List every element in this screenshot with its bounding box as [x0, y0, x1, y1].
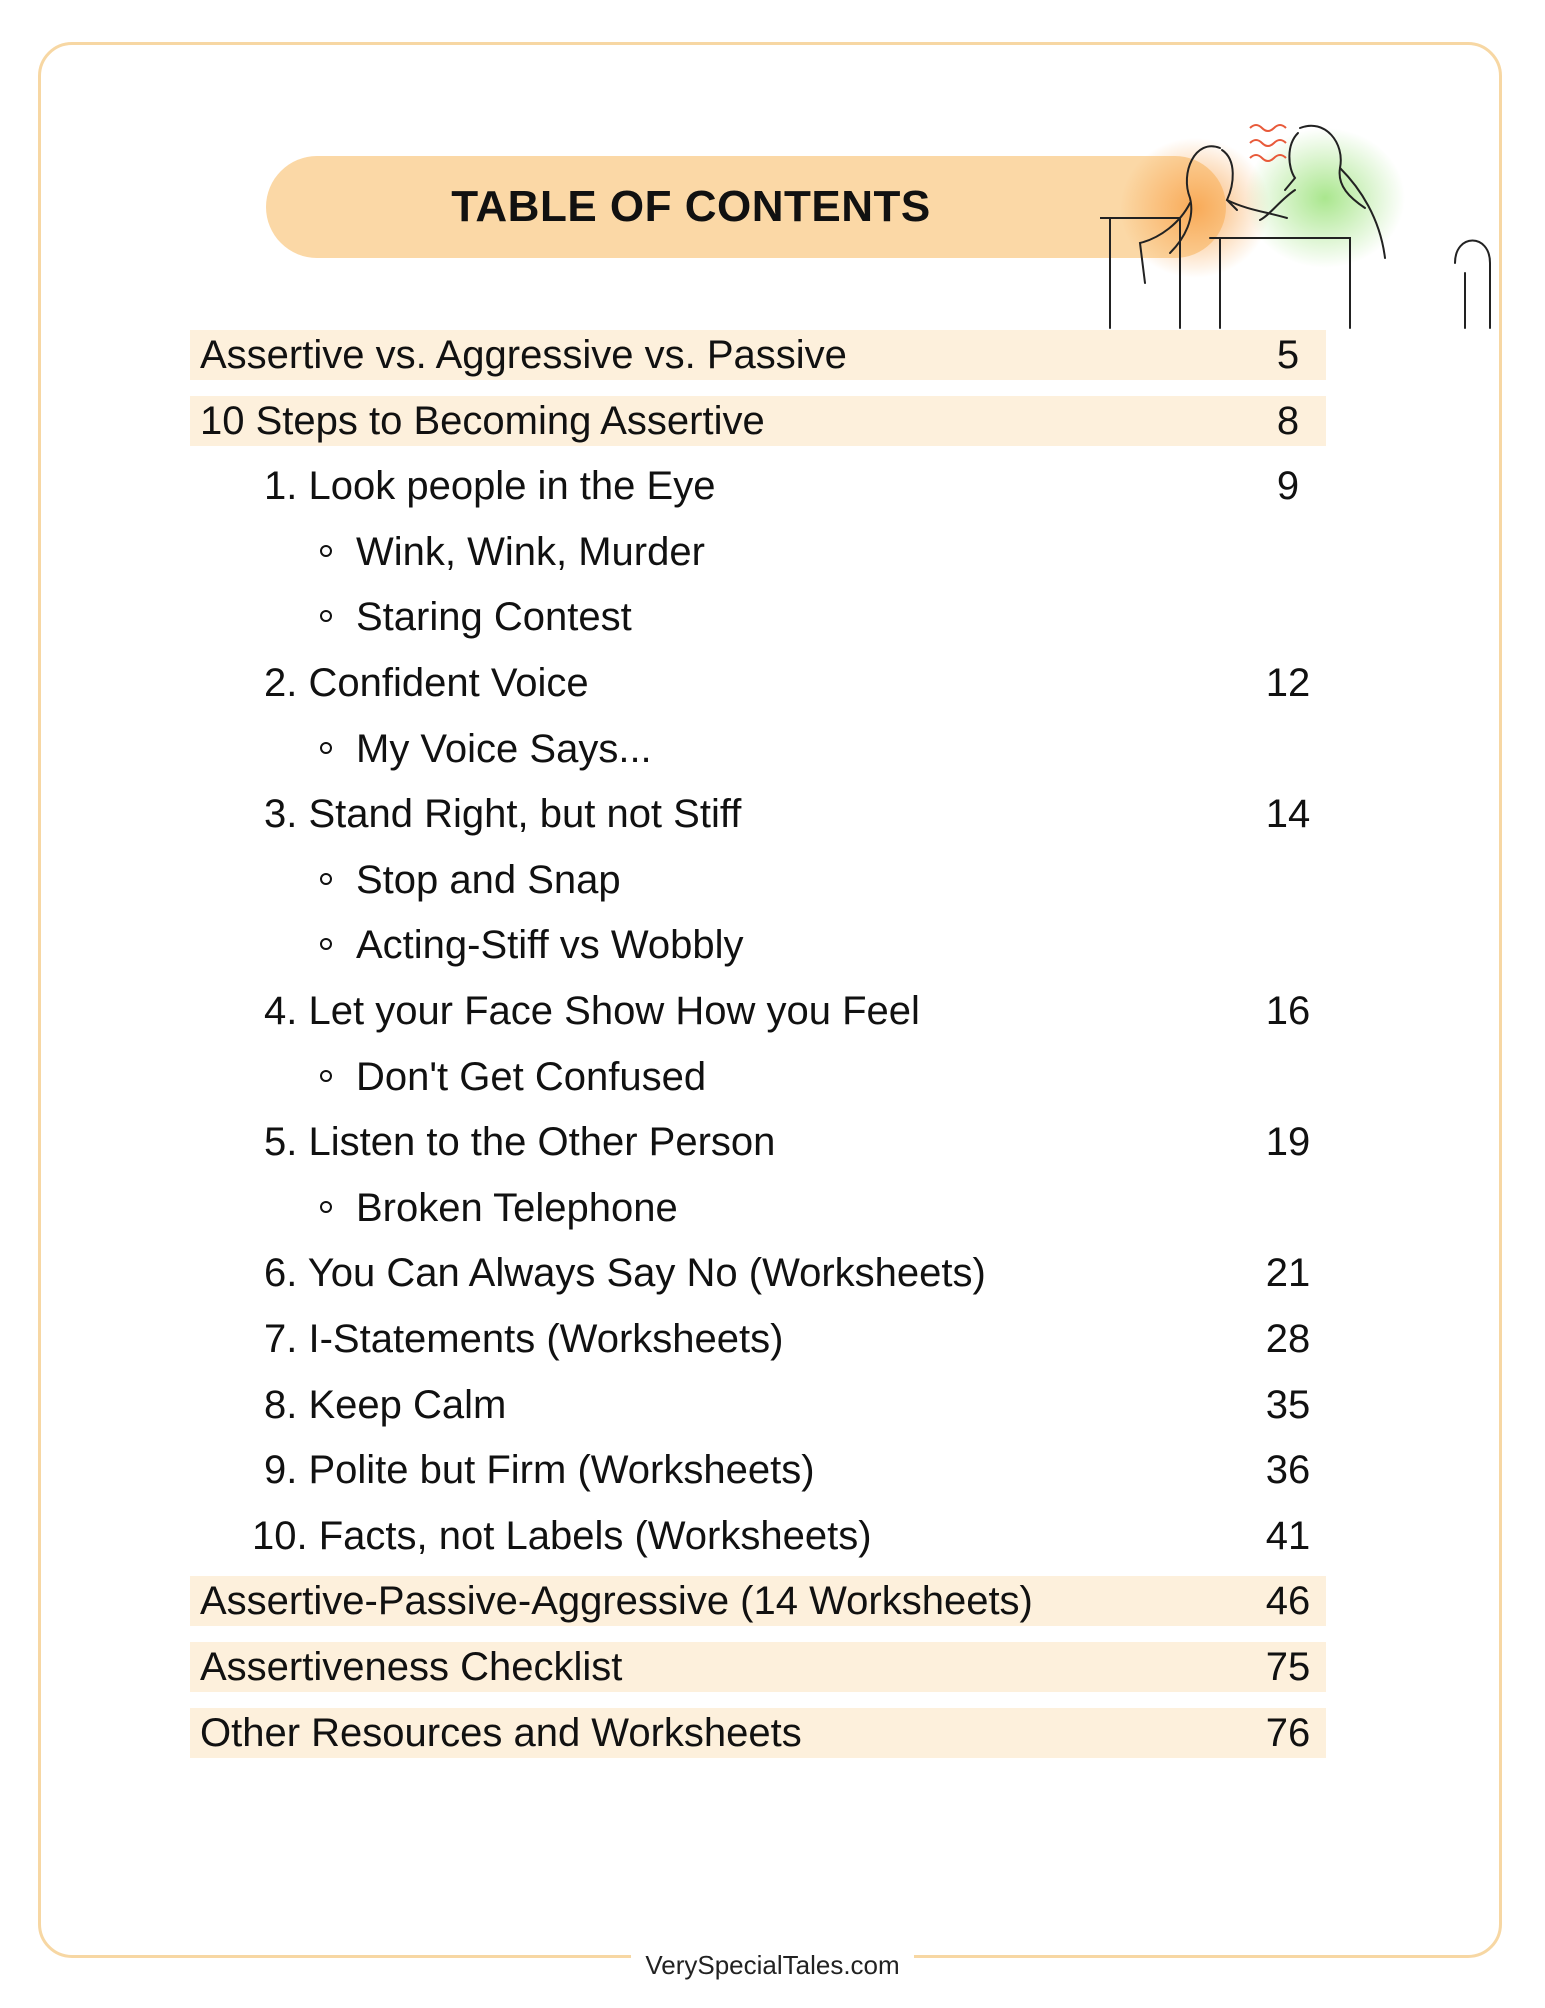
- toc-page-number: 21: [1265, 1251, 1311, 1296]
- toc-entry-label: 2. Confident Voice: [264, 661, 589, 705]
- toc-step-row: [190, 1314, 1326, 1364]
- toc-page-number: 28: [1265, 1317, 1311, 1361]
- toc-entry-label: Stop and Snap: [356, 857, 621, 902]
- toc-step-row: [190, 658, 1326, 708]
- toc-entry-label: 10. Facts, not Labels (Worksheets): [252, 1513, 872, 1558]
- toc-page-number: 76: [1265, 1710, 1311, 1755]
- page-title: TABLE OF CONTENTS: [451, 182, 931, 231]
- toc-page-number: 16: [1265, 989, 1311, 1033]
- toc-subitem-row: [190, 920, 1326, 970]
- toc-step-row: [190, 1117, 1326, 1167]
- toc-entry-label: 9. Polite but Firm (Worksheets): [264, 1448, 815, 1493]
- toc-page-number: 12: [1265, 661, 1311, 705]
- toc-subitem-row: [190, 855, 1326, 905]
- toc-page-number: 14: [1265, 792, 1311, 837]
- toc-section-row: [190, 1708, 1326, 1758]
- toc-entry-label: 6. You Can Always Say No (Worksheets): [264, 1251, 986, 1296]
- footer-website: VerySpecialTales.com: [631, 1950, 913, 1980]
- toc-entry-label: Assertive vs. Aggressive vs. Passive: [200, 333, 847, 377]
- toc-page-number: 46: [1265, 1579, 1311, 1624]
- hollow-bullet-icon: [320, 610, 332, 622]
- toc-page-number: 9: [1276, 464, 1300, 509]
- toc-entry-label: 8. Keep Calm: [264, 1382, 507, 1427]
- toc-page-number: 75: [1265, 1645, 1311, 1689]
- hollow-bullet-icon: [320, 545, 332, 557]
- toc-entry-label: Assertiveness Checklist: [200, 1645, 623, 1689]
- toc-page-number: 5: [1276, 333, 1300, 377]
- toc-section-row: [190, 1576, 1326, 1626]
- toc-step-row: [190, 461, 1326, 511]
- toc-step-row: [190, 789, 1326, 839]
- toc-step-row: [190, 1380, 1326, 1430]
- toc-subitem-row: [190, 724, 1326, 774]
- toc-subitem-row: [190, 1183, 1326, 1233]
- toc-step-row: [190, 1248, 1326, 1298]
- toc-entry-label: Acting-Stiff vs Wobbly: [356, 923, 744, 968]
- toc-subitem-row: [190, 592, 1326, 642]
- toc-entry-label: 5. Listen to the Other Person: [264, 1120, 776, 1165]
- toc-section-row: [190, 396, 1326, 446]
- toc-entry-label: Wink, Wink, Murder: [356, 529, 705, 574]
- toc-step-row: [190, 1511, 1326, 1561]
- toc-page-number: 36: [1265, 1448, 1311, 1493]
- toc-subitem-row: [190, 1052, 1326, 1102]
- toc-page-number: 8: [1276, 398, 1300, 443]
- hollow-bullet-icon: [320, 1201, 332, 1213]
- toc-entry-label: Broken Telephone: [356, 1185, 678, 1230]
- hollow-bullet-icon: [320, 742, 332, 754]
- hollow-bullet-icon: [320, 1070, 332, 1082]
- toc-entry-label: Staring Contest: [356, 595, 632, 640]
- footer: [0, 1950, 1545, 2008]
- toc-entry-label: 4. Let your Face Show How you Feel: [264, 989, 920, 1033]
- toc-section-row: [190, 330, 1326, 380]
- toc-entry-label: 3. Stand Right, but not Stiff: [264, 792, 742, 837]
- hollow-bullet-icon: [320, 873, 332, 885]
- toc-entry-label: Assertive-Passive-Aggressive (14 Worksheets): [200, 1579, 1033, 1624]
- toc-entry-label: Don't Get Confused: [356, 1054, 707, 1099]
- toc-page-number: 41: [1265, 1513, 1311, 1558]
- toc-step-row: [190, 1445, 1326, 1495]
- toc-section-row: [190, 1642, 1326, 1692]
- toc-page-number: 35: [1265, 1382, 1311, 1427]
- toc-step-row: [190, 986, 1326, 1036]
- toc-entry-label: 7. I-Statements (Worksheets): [264, 1317, 784, 1361]
- toc-entry-label: 10 Steps to Becoming Assertive: [200, 398, 765, 443]
- hollow-bullet-icon: [320, 938, 332, 950]
- toc-entry-label: 1. Look people in the Eye: [264, 464, 716, 509]
- toc-subitem-row: [190, 527, 1326, 577]
- toc-entry-label: My Voice Says...: [356, 726, 652, 771]
- toc-page-number: 19: [1265, 1120, 1311, 1165]
- toc-entry-label: Other Resources and Worksheets: [200, 1710, 802, 1755]
